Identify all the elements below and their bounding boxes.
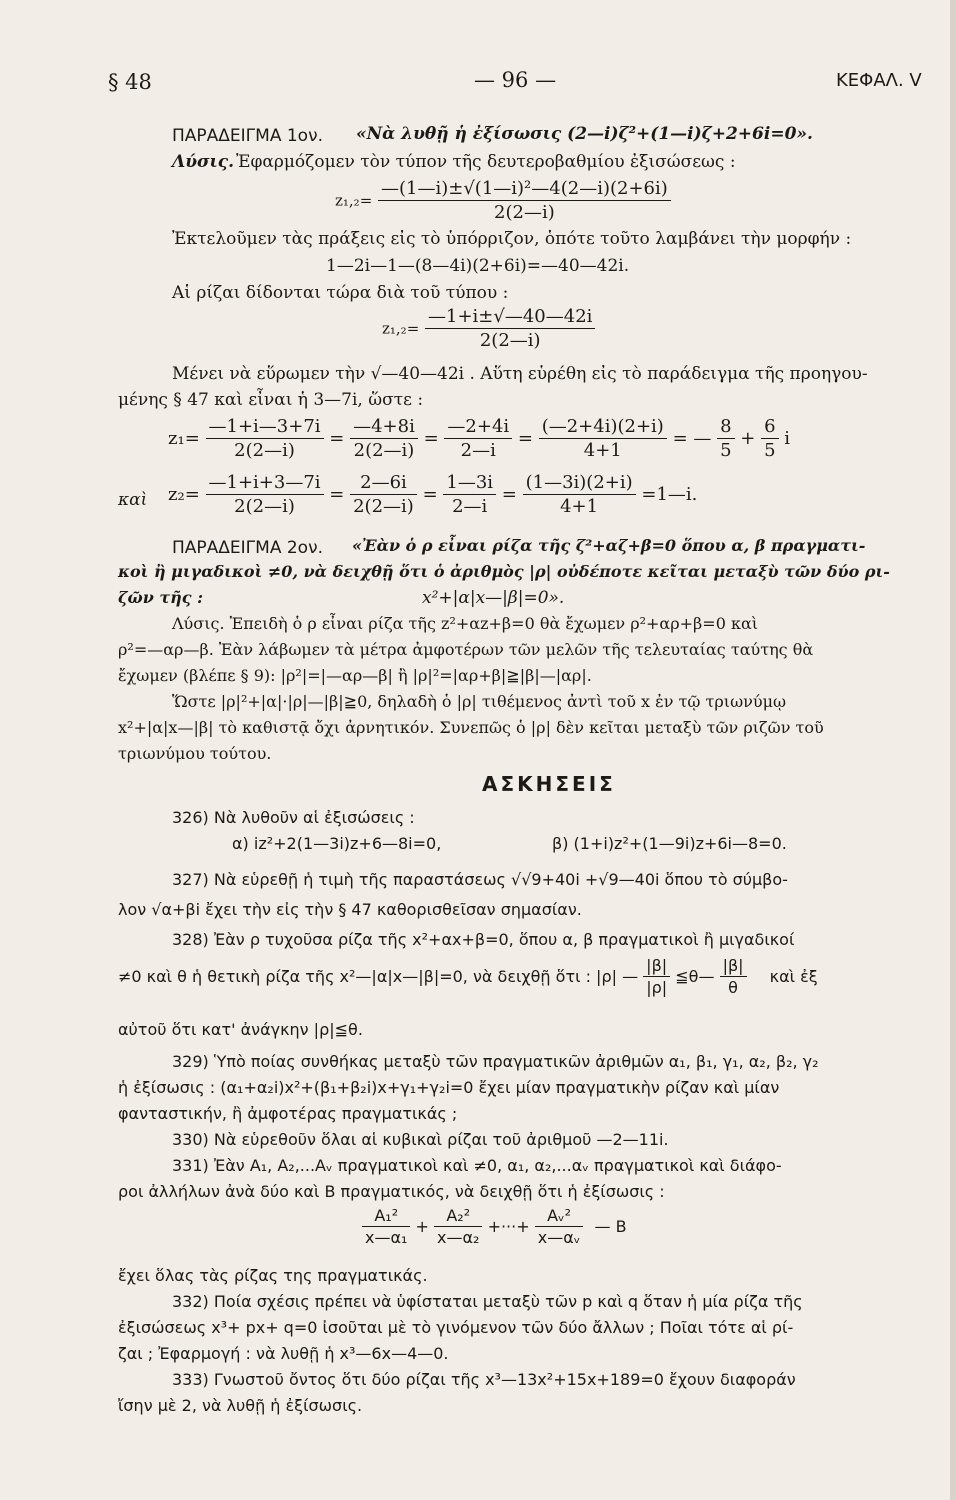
solution-label: Λύσις. (172, 152, 235, 172)
z1-fraction-1: $\frac{—1+i—3+7i}{2(2—i)}$ (206, 416, 324, 461)
z2-result: =1—i. (641, 484, 698, 505)
example2-sol2: ρ²=—αρ—β. Ἐὰν λάβωμεν τὰ μέτρα ἀμφοτέρων τῶν μελῶν τῆς τελευταίας ταύτης θὰ (118, 640, 814, 659)
kai-label: καὶ (118, 490, 148, 510)
z1-fraction-3: $\frac{—2+4i}{2—i}$ (444, 416, 512, 461)
formula2-fraction (425, 306, 595, 351)
roots-given: Αἱ ρίζαι δίδονται τώρα διὰ τοῦ τύπου : (172, 283, 509, 303)
exercise-328c: αὐτοῦ ὅτι κατ' ἀνάγκην |ρ|≦θ. (118, 1020, 363, 1039)
exercise-331-fraction3: $\frac{\text{Aᵥ²}}{\text{x—αᵥ}}$ (535, 1206, 584, 1247)
exercise-331-mid: +···+ (487, 1217, 530, 1236)
exercise-328a: 328) Ἐὰν ρ τυχοῦσα ρίζα τῆς x²+αx+β=0, ὅπου α, β πραγματικοὶ ἢ μιγαδικοί (172, 930, 795, 949)
exercise-332c: ζαι ; Ἐφαρμογή : νὰ λυθῇ ἡ x³—6x—4—0. (118, 1344, 449, 1363)
exercise-327a: 327) Νὰ εὑρεθῇ ἡ τιμὴ τῆς παραστάσεως √√9+40i +√9—40i ὅπου τὸ σύμβο- (172, 870, 788, 889)
z2-equation: z₂= $\frac{—1+i+3—7i}{2(2—i)}$ = $\frac{2—6i}{2(2—i)}$ = $\frac{1—3i}{2—i}$ = $\frac{(1—3i)(2+i)}{4+1}$ =1—i. (168, 472, 698, 517)
exercise-328b-part2: ≦θ— (675, 967, 715, 986)
example1-title: ΠΑΡΑΔΕΙΓΜΑ 1ον. (172, 126, 323, 146)
discriminant: 1—2i—1—(8—4i)(2+6i)=—40—42i. (326, 256, 630, 276)
exercise-333b: ἴσην μὲ 2, νὰ λυθῇ ἡ ἐξίσωσις. (118, 1396, 363, 1415)
exercise-332b: ἐξισώσεως x³+ px+ q=0 ἰσοῦται μὲ τὸ γινόμενον τῶν δύο ἄλλων ; Ποῖαι τότε αἱ ρί- (118, 1318, 794, 1337)
z2-fraction-2: $\frac{2—6i}{2(2—i)}$ (350, 472, 417, 517)
formula1-numerator: —(1—i)±√(1—i)²—4(2—i)(2+6i) (378, 178, 671, 201)
z1-equation: z₁= $\frac{—1+i—3+7i}{2(2—i)}$ = $\frac{—4+8i}{2(2—i)}$ = $\frac{—2+4i}{2—i}$ = $\frac{(—2+4i)(2+i)}{4+1}$ = — $\frac{8}{5}$ + $\frac{6}{5}$ i (168, 416, 791, 461)
z1-fraction-5: $\frac{8}{5}$ (717, 416, 734, 461)
exercises-heading: ΑΣΚΗΣΕΙΣ (482, 772, 616, 796)
z1-lhs: z₁= (168, 428, 200, 449)
formula1 (335, 178, 671, 223)
exercise-327b: λον √α+βi ἔχει τὴν εἰς τὴν § 47 καθορισθεῖσαν σημασίαν. (118, 900, 582, 919)
solution-intro: Ἐφαρμόζομεν τὸν τύπον τῆς δευτεροβαθμίου ἐξισώσεως : (236, 152, 736, 172)
formula2-denominator: 2(2—i) (479, 330, 541, 351)
example2-sol1: Λύσις. Ἐπειδὴ ὁ ρ εἶναι ρίζα τῆς z²+αz+β=0 θὰ ἔχωμεν ρ²+αρ+β=0 καὶ (172, 614, 759, 633)
example2-sol4: Ὥστε |ρ|²+|α|·|ρ|—|β|≧0, δηλαδὴ ὁ |ρ| τιθέμενος ἀντὶ τοῦ x ἐν τῷ τριωνύμῳ (172, 692, 787, 711)
exercise-328b-part1: ≠0 καὶ θ ἡ θετικὴ ρίζα τῆς x²—|α|x—|β|=0, νὰ δειχθῇ ὅτι : |ρ| — (118, 967, 639, 986)
example1-statement: «Νὰ λυθῇ ἡ ἐξίσωσις (2—i)ζ²+(1—i)ζ+2+6i=0». (356, 124, 813, 144)
exercise-326a: α) iz²+2(1—3i)z+6—8i=0, (232, 834, 442, 853)
example2-sol3: ἔχωμεν (βλέπε § 9): |ρ²|=|—αρ—β| ἢ |ρ|²=|αρ+β|≧|β|—|αρ|. (118, 666, 592, 685)
example2-line3b: x²+|α|x—|β|=0». (422, 588, 565, 608)
exercise-331-end: — B (594, 1217, 627, 1236)
example2-line2: κοὶ ἢ μιγαδικοὶ ≠0, νὰ δειχθῇ ὅτι ὁ ἀριθμὸς |ρ| οὐδέποτε κεῖται μεταξὺ τῶν δύο ρι- (118, 562, 890, 581)
exercise-331-equation: $\frac{\text{A₁²}}{\text{x—α₁}}$ + $\frac{\text{A₂²}}{\text{x—α₂}}$ +···+ $\frac{\text{Aᵥ²}}{\text{x—αᵥ}}$ — B (362, 1206, 627, 1247)
exercise-332a: 332) Ποία σχέσις πρέπει νὰ ὑφίσταται μεταξὺ τῶν p καὶ q ὅταν ἡ μία ρίζα τῆς (172, 1292, 803, 1311)
exercise-330: 330) Νὰ εὑρεθοῦν ὅλαι αἱ κυβικαὶ ρίζαι τοῦ ἀριθμοῦ —2—11i. (172, 1130, 669, 1149)
exercise-328b (118, 956, 818, 997)
exercise-333a: 333) Γνωστοῦ ὄντος ὅτι δύο ρίζαι τῆς x³—13x²+15x+189=0 ἔχουν διαφοράν (172, 1370, 796, 1389)
page-edge (950, 0, 956, 1500)
formula2-lhs: z₁,₂= (382, 319, 420, 338)
exercise-326b: β) (1+i)z²+(1—9i)z+6i—8=0. (552, 834, 787, 853)
z1-fraction-2: $\frac{—4+8i}{2(2—i)}$ (350, 416, 418, 461)
example2-sol6: τριωνύμου τούτου. (118, 744, 272, 763)
exercise-329c: φανταστικήν, ἢ ἀμφοτέρας πραγματικάς ; (118, 1104, 458, 1123)
exercise-328b-part3: καὶ ἐξ (769, 967, 818, 986)
formula2-numerator: —1+i±√—40—42i (425, 306, 595, 329)
example2-line1: «Ἐὰν ὁ ρ εἶναι ρίζα τῆς ζ²+αζ+β=0 ὅπου α, β πραγματι- (352, 536, 866, 555)
z2-fraction-1: $\frac{—1+i+3—7i}{2(2—i)}$ (206, 472, 324, 517)
example2-sol5: x²+|α|x—|β| τὸ καθιστᾷ ὄχι ἀρνητικόν. Συνεπῶς ὁ |ρ| δὲν κεῖται μεταξὺ τῶν ριζῶν τοῦ (118, 718, 824, 737)
exercise-331b: ροι ἀλλήλων ἀνὰ δύο καὶ B πραγματικός, νὰ δειχθῇ ὅτι ἡ ἐξίσωσις : (118, 1182, 665, 1201)
z2-lhs: z₂= (168, 484, 200, 505)
exercise-331-fraction1: $\frac{\text{A₁²}}{\text{x—α₁}}$ (362, 1206, 410, 1247)
z2-fraction-3: $\frac{1—3i}{2—i}$ (443, 472, 496, 517)
z1-fraction-6: $\frac{6}{5}$ (761, 416, 778, 461)
formula1-denominator: 2(2—i) (494, 202, 555, 223)
section-number: § 48 (108, 70, 152, 94)
remains-line2: μένης § 47 καὶ εἶναι ἡ 3—7i, ὥστε : (118, 390, 424, 410)
z1-fraction-4: $\frac{(—2+4i)(2+i)}{4+1}$ (539, 416, 667, 461)
exercise-331c: ἔχει ὅλας τὰς ρίζας της πραγματικάς. (118, 1266, 428, 1285)
chapter-label: ΚΕΦΑΛ. V (836, 70, 922, 91)
exercise-328b-fraction2: $\frac{|\beta|}{\theta}$ (720, 956, 747, 997)
exercise-326: 326) Νὰ λυθοῦν αἱ ἐξισώσεις : (172, 808, 415, 827)
exercise-331-fraction2: $\frac{\text{A₂²}}{\text{x—α₂}}$ (434, 1206, 482, 1247)
z2-fraction-4: $\frac{(1—3i)(2+i)}{4+1}$ (523, 472, 636, 517)
formula1-fraction (378, 178, 671, 223)
exercise-331a: 331) Ἐὰν A₁, A₂,...Aᵥ πραγματικοὶ καὶ ≠0, α₁, α₂,...αᵥ πραγματικοὶ καὶ διάφο- (172, 1156, 782, 1175)
example2-line3a: ζῶν τῆς : (118, 588, 203, 607)
exercise-329b: ἡ ἐξίσωσις : (α₁+α₂i)x²+(β₁+β₂i)x+γ₁+γ₂i=0 ἔχει μίαν πραγματικὴν ρίζαν καὶ μίαν (118, 1078, 780, 1097)
line-perform: Ἐκτελοῦμεν τὰς πράξεις εἰς τὸ ὑπόρριζον, ὁπότε τοῦτο λαμβάνει τὴν μορφήν : (172, 229, 852, 249)
remains-line1: Μένει νὰ εὕρωμεν τὴν √—40—42i . Αὕτη εὑρέθη εἰς τὸ παράδειγμα τῆς προηγου- (172, 364, 868, 384)
formula1-lhs: z₁,₂= (335, 191, 373, 210)
page-number: — 96 — (474, 68, 557, 92)
exercise-328b-fraction1: $\frac{|\beta|}{|\rho|}$ (643, 956, 670, 997)
exercise-329a: 329) Ὑπὸ ποίας συνθήκας μεταξὺ τῶν πραγματικῶν ἀριθμῶν α₁, β₁, γ₁, α₂, β₂, γ₂ (172, 1052, 819, 1071)
formula2 (382, 306, 595, 351)
example2-title: ΠΑΡΑΔΕΙΓΜΑ 2ον. (172, 538, 323, 558)
